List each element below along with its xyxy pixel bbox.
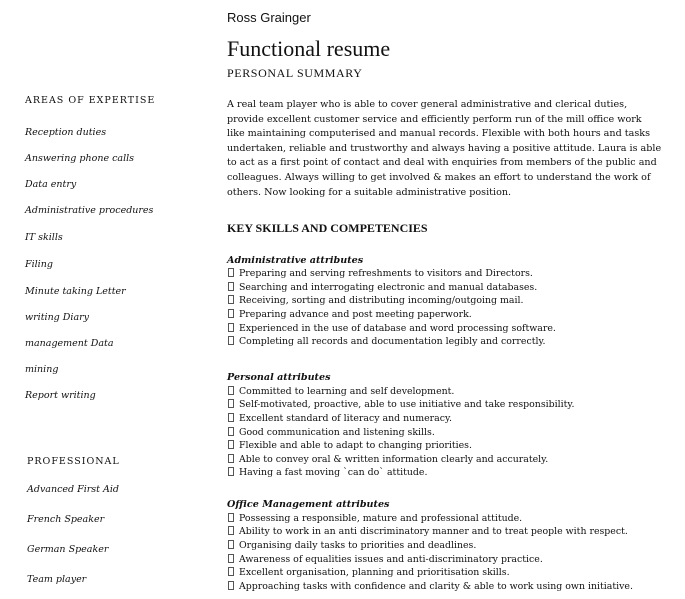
professional-heading: PROFESSIONAL — [27, 456, 120, 467]
bullet-icon — [228, 513, 234, 522]
summary-line: provide excellent customer service and efficiently perform run of the mill office work — [227, 113, 642, 125]
professional-item: German Speaker — [27, 544, 109, 555]
list-item: Receiving, sorting and distributing incoming/outgoing mail. — [227, 295, 524, 306]
bullet-icon — [228, 309, 234, 318]
expertise-item: Answering phone calls — [25, 153, 135, 164]
bullet-icon — [228, 386, 234, 395]
list-item: Possessing a responsible, mature and professional attitude. — [227, 513, 522, 524]
list-item: Excellent organisation, planning and prioritisation skills. — [227, 567, 510, 578]
expertise-item: Filing — [25, 259, 53, 270]
office-management-attributes-title: Office Management attributes — [227, 499, 390, 510]
summary-line: like maintaining computerised and manual records. Flexible with both hours and tasks — [227, 128, 651, 140]
list-item: Excellent standard of literacy and numeracy. — [227, 413, 452, 424]
list-item: Approaching tasks with confidence and clarity & able to work using own initiative. — [227, 581, 633, 592]
key-skills-heading: KEY SKILLS AND COMPETENCIES — [227, 221, 428, 235]
bullet-icon — [228, 526, 234, 535]
bullet-icon — [228, 454, 234, 463]
candidate-name: Ross Grainger — [227, 10, 311, 25]
bullet-icon — [228, 295, 234, 304]
list-item: Organising daily tasks to priorities and deadlines. — [227, 540, 476, 551]
list-item: Searching and interrogating electronic and manual databases. — [227, 282, 537, 293]
expertise-item: Minute taking Letter — [25, 286, 126, 297]
expertise-item: Administrative procedures — [25, 205, 154, 216]
list-item: Experienced in the use of database and word processing software. — [227, 323, 556, 334]
bullet-icon — [228, 581, 234, 590]
bullet-icon — [228, 268, 234, 277]
list-item: Committed to learning and self development. — [227, 386, 454, 397]
list-item: Preparing and serving refreshments to visitors and Directors. — [227, 268, 533, 279]
personal-summary-heading: PERSONAL SUMMARY — [227, 66, 363, 80]
expertise-heading: AREAS OF EXPERTISE — [25, 95, 156, 106]
bullet-icon — [228, 540, 234, 549]
bullet-icon — [228, 282, 234, 291]
list-item: Preparing advance and post meeting paperwork. — [227, 309, 472, 320]
professional-item: French Speaker — [27, 514, 105, 525]
expertise-item: IT skills — [25, 232, 63, 243]
expertise-item: mining — [25, 364, 59, 375]
summary-line: undertaken, reliable and trustworthy and always having a positive attitude. Laura is able — [227, 142, 662, 154]
bullet-icon — [228, 440, 234, 449]
professional-item: Advanced First Aid — [27, 484, 119, 495]
bullet-icon — [228, 554, 234, 563]
list-item: Having a fast moving `can do` attitude. — [227, 467, 427, 478]
list-item: Good communication and listening skills. — [227, 427, 435, 438]
professional-item: Team player — [27, 574, 87, 585]
administrative-attributes-title: Administrative attributes — [227, 255, 364, 266]
list-item: Able to convey oral & written information clearly and accurately. — [227, 454, 548, 465]
bullet-icon — [228, 567, 234, 576]
bullet-icon — [228, 399, 234, 408]
expertise-item: Reception duties — [25, 127, 107, 138]
expertise-item: Data entry — [25, 179, 77, 190]
list-item: Flexible and able to adapt to changing priorities. — [227, 440, 472, 451]
summary-line: A real team player who is able to cover general administrative and clerical duties, — [227, 99, 628, 110]
summary-line: colleagues. Always willing to get involved & makes an effort to understand the work of — [227, 171, 651, 183]
bullet-icon — [228, 427, 234, 436]
bullet-icon — [228, 336, 234, 345]
summary-line: to act as a first point of contact and deal with enquiries from members of the public and — [227, 157, 657, 169]
personal-attributes-title: Personal attributes — [227, 372, 331, 383]
list-item: Ability to work in an anti discriminatory manner and to treat people with respect. — [227, 526, 628, 537]
bullet-icon — [228, 413, 234, 422]
list-item: Completing all records and documentation legibly and correctly. — [227, 336, 546, 347]
expertise-item: management Data — [25, 338, 114, 349]
bullet-icon — [228, 323, 234, 332]
summary-line: others. Now looking for a suitable administrative position. — [227, 186, 512, 198]
expertise-item: writing Diary — [25, 312, 90, 323]
list-item: Awareness of equalities issues and anti-discriminatory practice. — [227, 554, 543, 565]
expertise-item: Report writing — [25, 390, 96, 401]
bullet-icon — [228, 467, 234, 476]
list-item: Self-motivated, proactive, able to use initiative and take responsibility. — [227, 399, 574, 410]
document-title: Functional resume — [227, 36, 391, 61]
personal-summary-text — [227, 98, 672, 200]
